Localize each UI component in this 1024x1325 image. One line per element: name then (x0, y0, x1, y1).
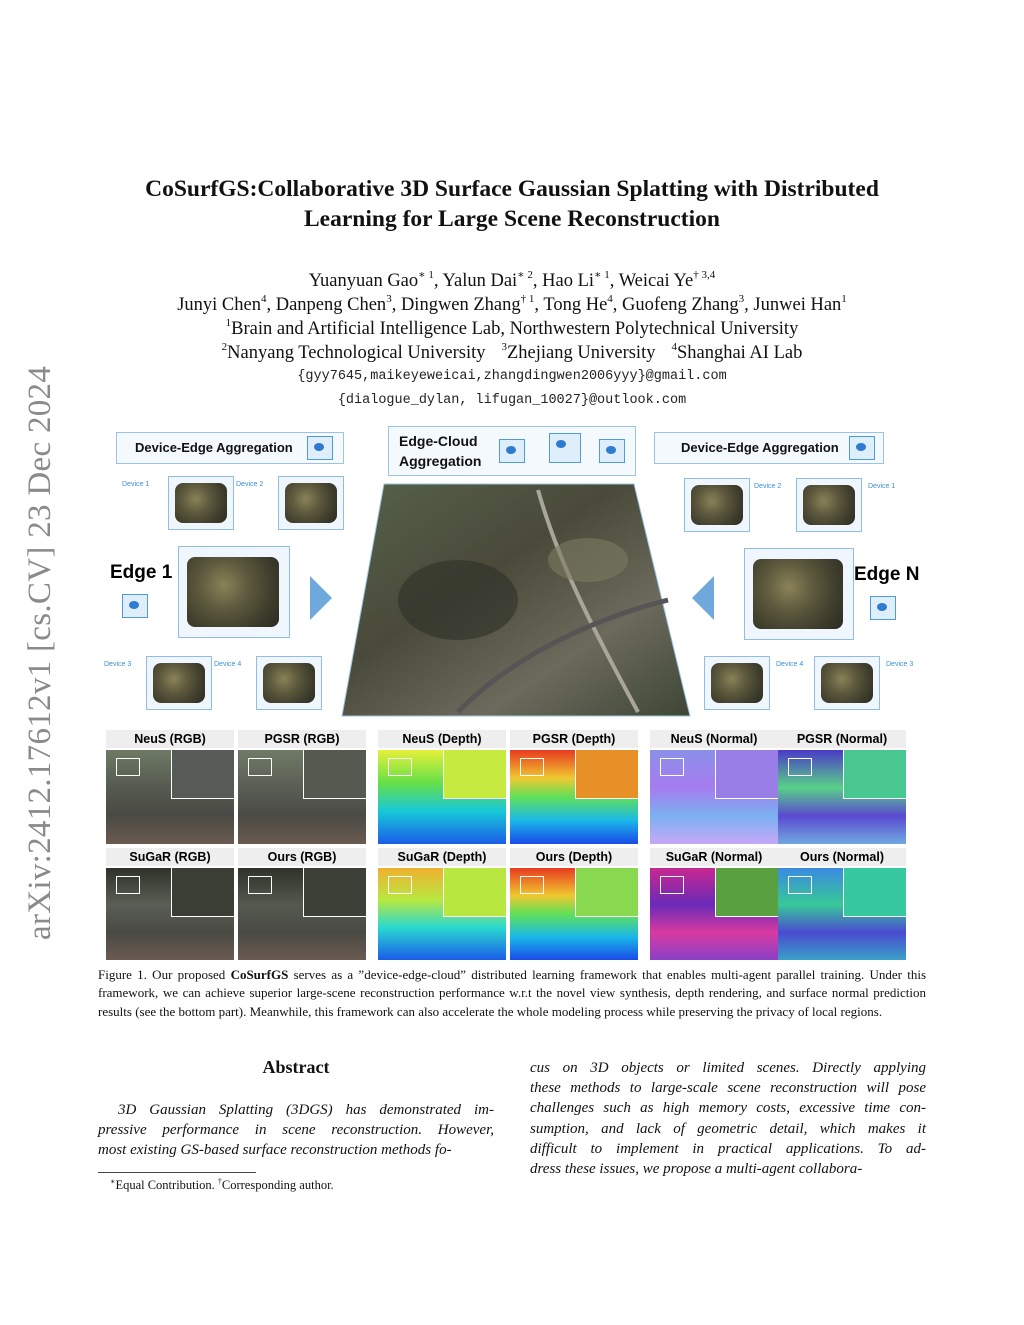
sugar-rgb-thumbnail (106, 868, 234, 960)
affiliation-number: 2 (221, 341, 228, 353)
device-label: Device 1 (122, 481, 150, 488)
device-label: Device 4 (214, 661, 242, 668)
caption-method-name: CoSurfGS (230, 967, 289, 982)
author-affiliation-mark: ∗ 1 (418, 269, 434, 281)
device-cube (278, 476, 344, 530)
edge-n-label: Edge N (854, 564, 920, 585)
affiliation-name: Nanyang Technological University (227, 343, 486, 363)
comparison-label: SuGaR (Depth) (378, 848, 506, 866)
pgsr-normal-thumbnail (778, 750, 906, 844)
author-affiliation-mark: 4 (260, 293, 267, 305)
left-panel-title-box (116, 432, 344, 464)
device-label: Device 2 (236, 481, 264, 488)
comparison-label: PGSR (Normal) (778, 730, 906, 748)
author-separator: , (609, 271, 619, 291)
pgsr-rgb-thumbnail (238, 750, 366, 844)
author-separator: , (532, 271, 543, 291)
ours-normal-thumbnail (778, 868, 906, 960)
center-panel-title-box (388, 426, 636, 476)
author-name: Junyi Chen (177, 295, 261, 315)
caption-prefix: Figure 1. Our proposed (98, 967, 231, 982)
device-label: Device 4 (776, 661, 804, 668)
footnote-divider (98, 1172, 256, 1173)
edge-n-cube (744, 548, 854, 640)
abstract-left-column (98, 1100, 494, 1161)
paper-title (100, 174, 924, 234)
email-line-2: {dialogue_dylan, lifugan_10027}@outlook.com (337, 393, 687, 408)
comparison-label: SuGaR (Normal) (650, 848, 778, 866)
right-panel-title: Device-Edge Aggregation (681, 440, 839, 455)
author-separator: , (266, 295, 276, 315)
teaser-figure (98, 424, 928, 964)
device-cube (704, 656, 770, 710)
footnote-text: Equal Contribution. (115, 1178, 218, 1192)
author-separator: , (612, 295, 623, 315)
cube-icon (549, 433, 581, 463)
author-separator: , (534, 295, 544, 315)
abstract-line: most existing GS-based surface reconstruction methods fo- (98, 1142, 452, 1159)
device-cube (684, 478, 750, 532)
center-panel-title-line-2: Aggregation (399, 453, 482, 469)
author-affiliation-mark: † 1 (520, 293, 535, 305)
author-list-line-1 (100, 270, 924, 292)
neus-rgb-thumbnail (106, 750, 234, 844)
title-line-1: CoSurfGS:Collaborative 3D Surface Gaussian Splatting with Distributed (145, 176, 879, 202)
author-affiliation-mark: ∗ 2 (517, 269, 533, 281)
comparison-label: Ours (RGB) (238, 848, 366, 866)
comparison-label: SuGaR (RGB) (106, 848, 234, 866)
cube-icon (307, 436, 333, 460)
author-affiliation-mark: ∗ 1 (594, 269, 610, 281)
comparison-label: NeuS (Normal) (650, 730, 778, 748)
affiliation-line-2 (100, 342, 924, 364)
center-panel-title-line-1: Edge-Cloud (399, 433, 478, 449)
footnote-symbol: ∗ (110, 1177, 116, 1186)
author-name: Tong He (543, 295, 608, 315)
abstract-heading: Abstract (262, 1057, 330, 1077)
author-affiliation-mark: 3 (386, 293, 392, 305)
author-separator: , (433, 271, 443, 291)
device-label: Device 3 (886, 661, 914, 668)
affiliation-number: 3 (501, 341, 507, 353)
affiliation-name: Zhejiang University (506, 343, 656, 363)
author-name: Danpeng Chen (275, 295, 387, 315)
abstract-line: these methods to large-scale scene reconstruction will pose (530, 1080, 926, 1097)
arrow-right-icon (310, 576, 332, 620)
device-cube (168, 476, 234, 530)
device-label: Device 3 (104, 661, 132, 668)
device-cube (146, 656, 212, 710)
cloud-reconstruction (338, 480, 698, 720)
cube-icon (599, 439, 625, 463)
author-name: Hao Li (542, 271, 595, 291)
sugar-depth-thumbnail (378, 868, 506, 960)
left-panel-title: Device-Edge Aggregation (135, 440, 293, 455)
author-separator: , (744, 295, 754, 315)
footnote-symbol: † (217, 1177, 222, 1186)
author-affiliation-mark: 3 (738, 293, 745, 305)
cube-icon (849, 436, 875, 460)
comparison-label: PGSR (Depth) (510, 730, 638, 748)
abstract-line: pressive performance in scene reconstruction. However, (98, 1122, 494, 1139)
abstract-line: difficult to implement in practical applications. To ad- (530, 1140, 926, 1157)
affiliation-name: Shanghai AI Lab (676, 343, 803, 363)
author-separator: , (391, 295, 401, 315)
author-affiliation-mark: 1 (841, 293, 847, 305)
footnote (110, 1177, 334, 1193)
email-line-1: {gyy7645,maikeyeweicai,zhangdingwen2006yyy}@gmail.com (297, 369, 727, 384)
comparison-label: Ours (Depth) (510, 848, 638, 866)
abstract-line: dress these issues, we propose a multi-agent collabora- (530, 1161, 863, 1178)
footnote-text: Corresponding author. (221, 1178, 334, 1192)
neus-depth-thumbnail (378, 750, 506, 844)
device-label: Device 2 (754, 483, 782, 490)
cube-icon (870, 596, 896, 620)
abstract-line: 3D Gaussian Splatting (3DGS) has demonstrated im- (118, 1102, 494, 1118)
comparison-label: Ours (Normal) (778, 848, 906, 866)
device-cube (256, 656, 322, 710)
abstract-right-column (530, 1058, 926, 1179)
author-name: Weicai Ye (618, 271, 694, 291)
author-name: Yalun Dai (442, 271, 518, 291)
device-cube (814, 656, 880, 710)
author-name: Guofeng Zhang (622, 295, 739, 315)
edge-1-label: Edge 1 (110, 562, 173, 583)
device-cube (796, 478, 862, 532)
arxiv-identifier: arXiv:2412.17612v1 [cs.CV] 23 Dec 2024 (22, 365, 58, 940)
edge-1-cube (178, 546, 290, 638)
author-name: Dingwen Zhang (400, 295, 521, 315)
neus-normal-thumbnail (650, 750, 778, 844)
title-line-2: Learning for Large Scene Reconstruction (304, 206, 720, 232)
abstract-line: cus on 3D objects or limited scenes. Directly applying (530, 1060, 926, 1076)
affiliation-number: 1 (225, 317, 232, 329)
comparison-label: PGSR (RGB) (238, 730, 366, 748)
figure-caption (98, 966, 926, 1021)
comparison-label: NeuS (RGB) (106, 730, 234, 748)
affiliation-number: 4 (671, 341, 677, 353)
affiliation-line-1 (100, 318, 924, 340)
sugar-normal-thumbnail (650, 868, 778, 960)
pgsr-depth-thumbnail (510, 750, 638, 844)
arrow-left-icon (692, 576, 714, 620)
comparison-label: NeuS (Depth) (378, 730, 506, 748)
caption-body: serves as a ”device-edge-cloud” distributed learning framework that enables multi-agent parallel training. Under this framework, we can achieve superior large-scene reconstruction performance w.r.t the novel view synthesis, depth rendering, and surface normal prediction results (see the bottom part). Meanwhile, this framework can also accelerate the whole modeling process while preserving the privacy of local regions. (98, 967, 926, 1019)
right-panel-title-box (654, 432, 884, 464)
author-affiliation-mark: 4 (607, 293, 613, 305)
author-affiliation-mark: † 3,4 (693, 269, 716, 281)
cube-icon (499, 439, 525, 463)
ours-rgb-thumbnail (238, 868, 366, 960)
abstract-line: sumption, and lack of geometric detail, which makes it (530, 1120, 926, 1137)
author-list-line-2 (100, 294, 924, 316)
cube-icon (122, 594, 148, 618)
device-label: Device 1 (868, 483, 896, 490)
author-name: Yuanyuan Gao (308, 271, 419, 291)
author-name: Junwei Han (753, 295, 842, 315)
ours-depth-thumbnail (510, 868, 638, 960)
abstract-line: challenges such as high memory costs, excessive time con- (530, 1100, 926, 1117)
affiliation-name: Brain and Artificial Intelligence Lab, Northwestern Polytechnical University (231, 319, 799, 339)
